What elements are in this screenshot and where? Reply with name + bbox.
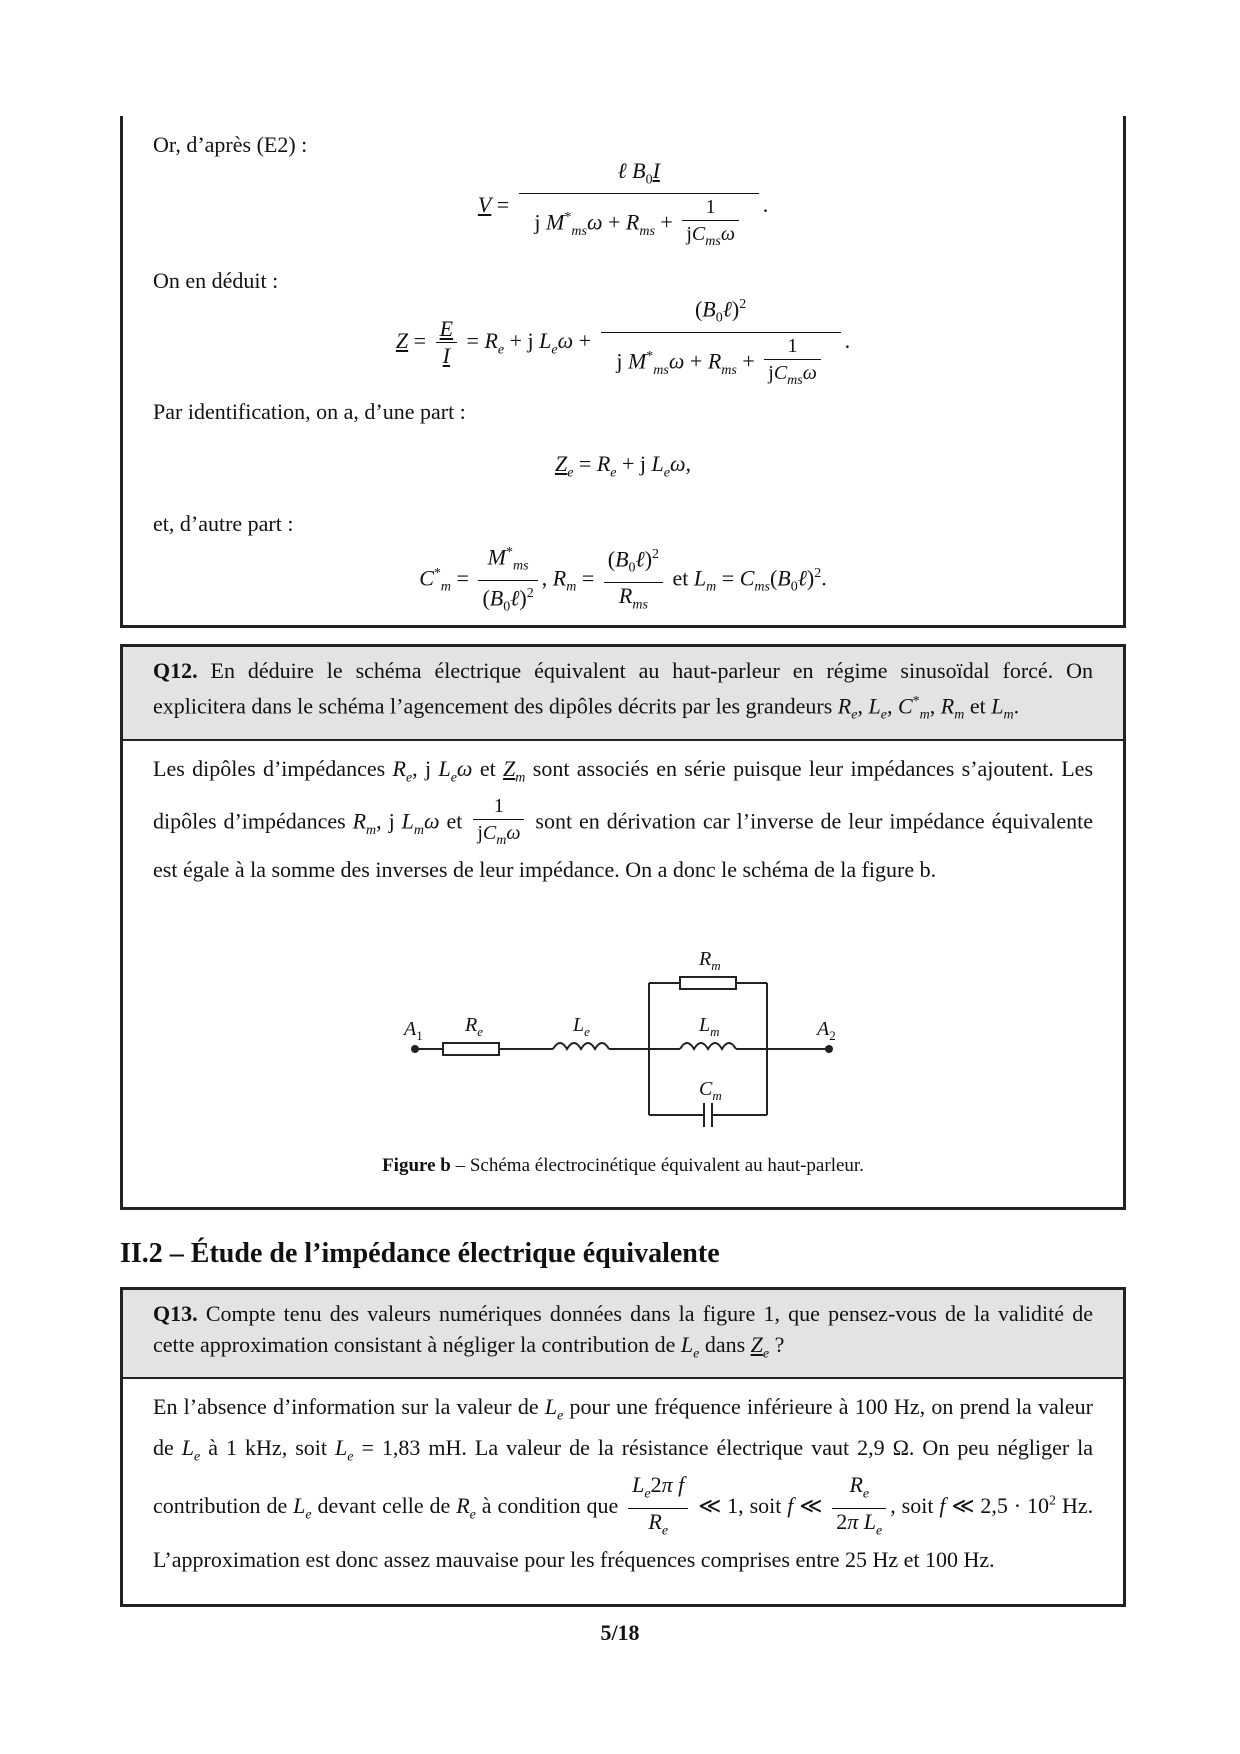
inductor-le (553, 1043, 609, 1049)
solution-box-top (120, 116, 1126, 628)
q12-box (120, 644, 1126, 1210)
text-line-2: On en déduit : (153, 268, 279, 293)
resistor-rm (680, 977, 736, 989)
node-a2 (825, 1045, 833, 1053)
q12-answer: Les dipôles d’impédances $R_e$, j $L_e\omega$ et $Z_m$ sont associés en série puisque leur impédances s’ajoutent. Les dipôles d’impédances $R_m$, j $L_m\omega$ et $\frac{1}{jC_m\omega}$ sont en dérivation car l’inverse de leur impédance équivalente est égale à la somme des inverses de leur impédance. On a donc le schéma de la figure b. (153, 755, 1094, 883)
resistor-re (443, 1043, 499, 1055)
node-a1 (411, 1045, 419, 1053)
label-a2: $A_2$ (817, 1018, 836, 1043)
equation-v: V = ℓ $B_0I$ j $M^*_{ms}\omega + R_{ms}$ + $\frac{1}{jC_{ms}\omega}$ . (477, 158, 769, 250)
inductor-lm (680, 1043, 736, 1049)
circuit-diagram (123, 927, 1123, 1147)
q13-answer: En l’absence d’information sur la valeur de $L_e$ pour une fréquence inférieure à 100 Hz, on prend la valeur de $L_e$ à 1 kHz, soit $L_e = 1,83$ mH. La valeur de la résistance électrique vaut 2,9 Ω. On peu négliger la contribution de $L_e$ devant celle de $R_e$ à condition que $\frac{L_e2\pi f}{R_e}$ ≪ 1, soit f ≪ $\frac{R_e}{2\pi L_e}$ , soit f ≪ $2,5 \cdot 10^2$ Hz. L’approximation est donc assez mauvaise pour les fréquences comprises entre 25 Hz et 100 Hz. (153, 1394, 1094, 1572)
q13-question: Q13. Compte tenu des valeurs numériques données dans la figure 1, que pensez-vous de la validité de cette approximation consistant à négliger la contribution de $L_e$ dans $Z_e$ ? (123, 1290, 1123, 1379)
q12-question: Q12. En déduire le schéma électrique équivalent au haut-parleur en régime sinusoïdal forcé. On explicitera dans le schéma l’agencement des dipôles décrits par les grandeurs $R_e$, $L_e$, $C^*_m$, $R_m$ et $L_m$. (123, 647, 1123, 741)
text-line-4: et, d’autre part : (153, 511, 294, 536)
label-rm: $R_m$ (699, 948, 721, 973)
label-a1: $A_1$ (404, 1018, 423, 1043)
q13-box (120, 1287, 1126, 1607)
label-re: $R_e$ (465, 1014, 483, 1039)
equation-identification: $C^*_m$ = $\frac{M^*_{ms}}{(B_0\ell)^2}$ , $R_m$ = $\frac{(B_0\ell)^2}{R_{ms}}$ et $L_m$ = $C_{ms}(B_0\ell)^2$. (123, 540, 1123, 620)
label-le: $L_e$ (573, 1014, 590, 1039)
equation-z: Z = $\frac{E}{I}$ = $R_e + j$ $L_e\omega$ + $(B_0\ell)^2$ j $M^*_{ms}\omega + R_{ms}$ + $\frac{1}{jC_{ms}\omega}$ . (123, 292, 1123, 394)
label-lm: $L_m$ (699, 1014, 720, 1039)
figure-caption: Figure b – Schéma électrocinétique équivalent au haut-parleur. (382, 1155, 864, 1176)
label-cm: $C_m$ (699, 1078, 722, 1103)
equation-ze: $Z_e = R_e + j$ $L_e\omega$, (554, 451, 692, 481)
text-line-1: Or, d’après (E2) : (153, 132, 308, 157)
page-number: 5/18 (600, 1620, 640, 1645)
section-title: II.2 – Étude de l’impédance électrique équivalente (120, 1238, 720, 1269)
text-line-3: Par identification, on a, d’une part : (153, 399, 466, 424)
